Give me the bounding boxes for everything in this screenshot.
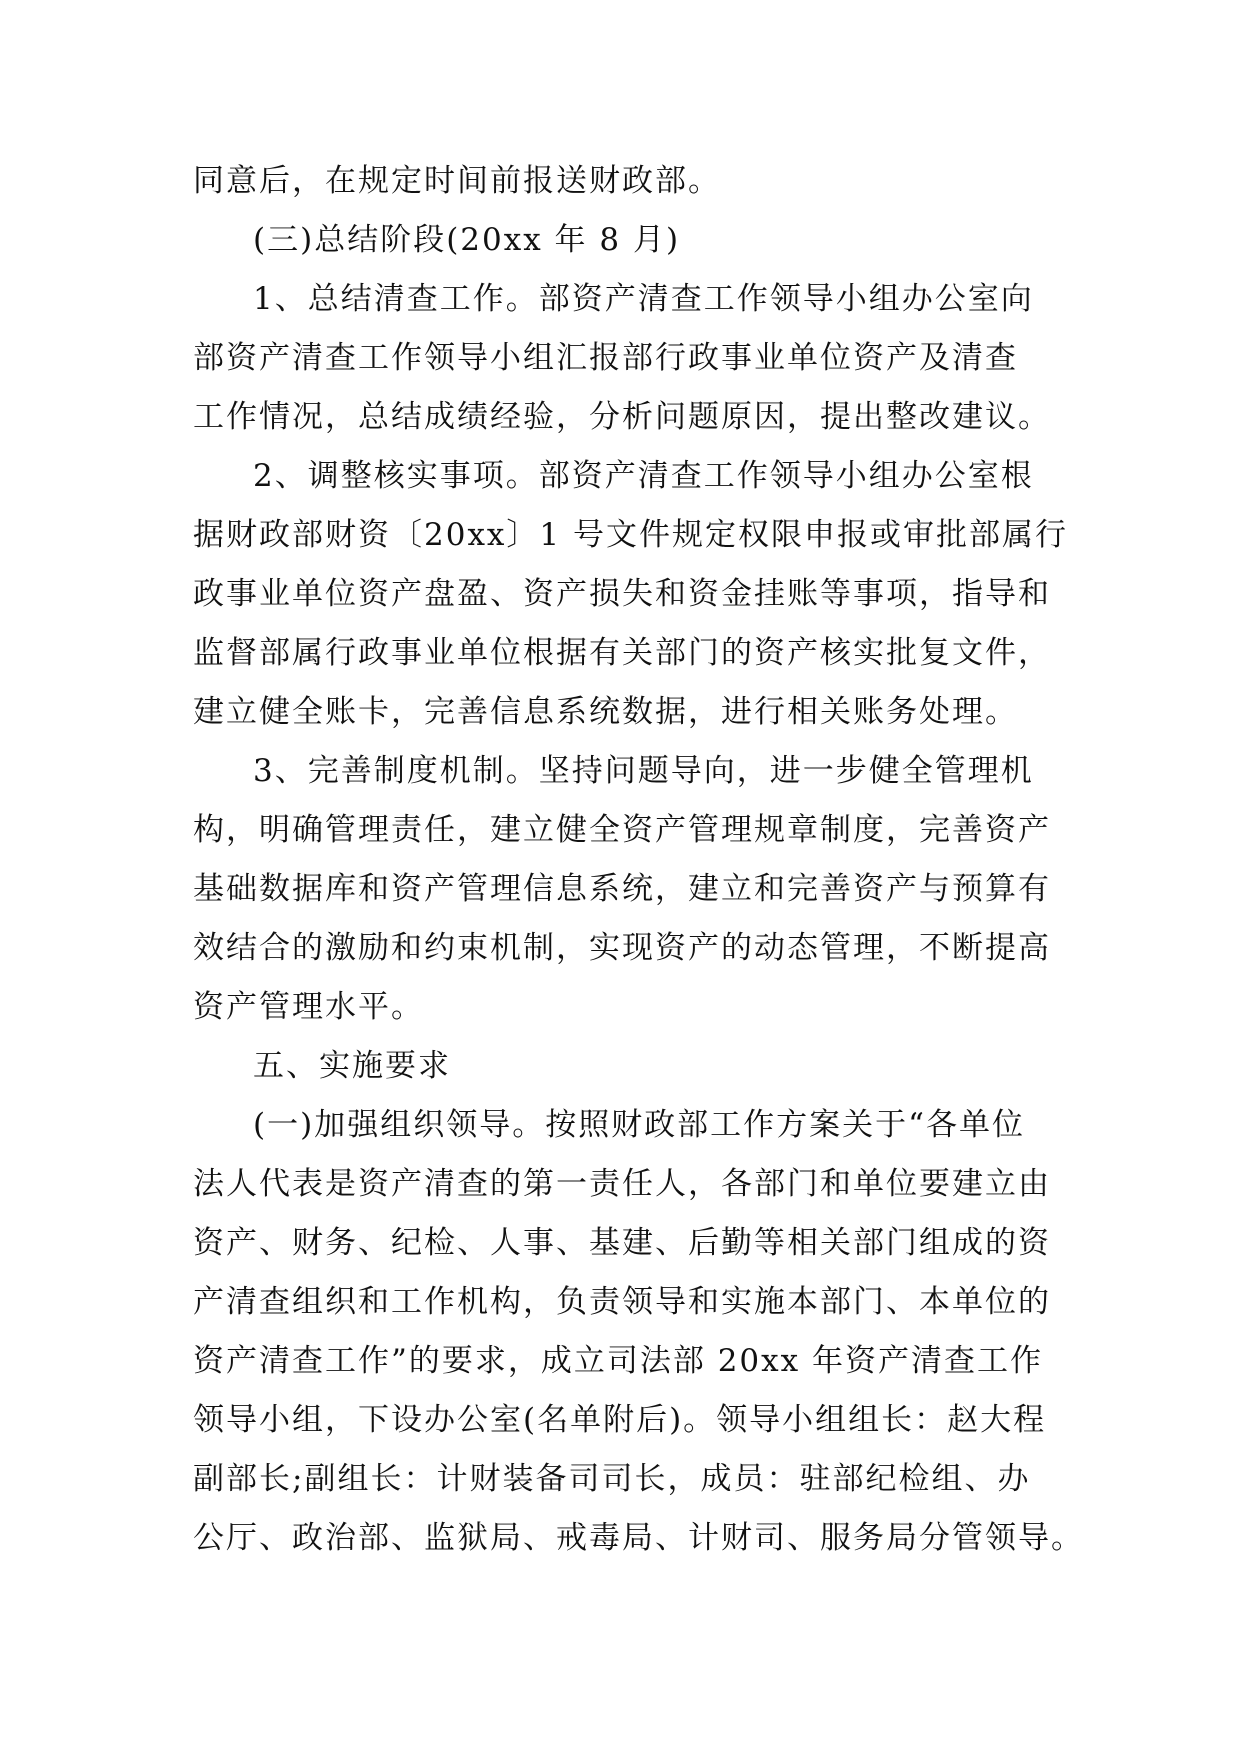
text-line bbox=[193, 506, 1068, 565]
text-line bbox=[193, 1096, 1053, 1155]
text-line bbox=[193, 447, 1053, 506]
text-line bbox=[193, 388, 1053, 447]
text-line bbox=[193, 270, 1053, 329]
line-text: 资产清查工作”的要求，成立司法部 20xx 年资产清查工作 bbox=[193, 1343, 1043, 1379]
line-text: 领导小组，下设办公室(名单附后)。领导小组组长：赵大程 bbox=[193, 1402, 1047, 1438]
text-line bbox=[193, 152, 1053, 211]
text-line bbox=[193, 1273, 1053, 1332]
line-text: 副部长;副组长：计财装备司司长，成员：驻部纪检组、办 bbox=[193, 1461, 1031, 1497]
line-text: 部资产清查工作领导小组汇报部行政事业单位资产及清查 bbox=[193, 340, 1018, 376]
line-text: 政事业单位资产盘盈、资产损失和资金挂账等事项，指导和 bbox=[193, 576, 1051, 612]
section-heading bbox=[193, 211, 1053, 270]
line-text: 建立健全账卡，完善信息系统数据，进行相关账务处理。 bbox=[193, 694, 1018, 730]
line-text: 资产、财务、纪检、人事、基建、后勤等相关部门组成的资 bbox=[193, 1225, 1051, 1261]
text-line bbox=[193, 1155, 1053, 1214]
text-line bbox=[193, 801, 1053, 860]
text-line bbox=[193, 683, 1053, 742]
text-line bbox=[193, 1332, 1053, 1391]
document-body bbox=[193, 152, 1084, 1568]
line-text: 构，明确管理责任，建立健全资产管理规章制度，完善资产 bbox=[193, 812, 1051, 848]
line-text: 基础数据库和资产管理信息系统，建立和完善资产与预算有 bbox=[193, 871, 1051, 907]
section-heading bbox=[193, 1037, 1053, 1096]
line-text: 据财政部财资〔20xx〕1 号文件规定权限申报或审批部属行 bbox=[193, 517, 1068, 553]
text-line bbox=[193, 978, 1053, 1037]
line-text: 公厅、政治部、监狱局、戒毒局、计财司、服务局分管领导。 bbox=[193, 1520, 1084, 1556]
text-line bbox=[193, 565, 1053, 624]
line-text: 资产管理水平。 bbox=[193, 989, 424, 1025]
text-line bbox=[193, 860, 1053, 919]
text-line bbox=[193, 919, 1053, 978]
line-text: 3、完善制度机制。坚持问题导向，进一步健全管理机 bbox=[253, 753, 1034, 789]
text-line bbox=[193, 329, 1053, 388]
line-text: 2、调整核实事项。部资产清查工作领导小组办公室根 bbox=[253, 458, 1034, 494]
text-line bbox=[193, 1509, 1084, 1568]
text-line bbox=[193, 1214, 1053, 1273]
line-text: 1、总结清查工作。部资产清查工作领导小组办公室向 bbox=[253, 281, 1034, 317]
line-text: 同意后，在规定时间前报送财政部。 bbox=[193, 163, 721, 199]
text-line bbox=[193, 624, 1053, 683]
line-text: 监督部属行政事业单位根据有关部门的资产核实批复文件， bbox=[193, 635, 1051, 671]
line-text: 效结合的激励和约束机制，实现资产的动态管理，不断提高 bbox=[193, 930, 1051, 966]
line-text: 法人代表是资产清查的第一责任人，各部门和单位要建立由 bbox=[193, 1166, 1051, 1202]
text-line bbox=[193, 1391, 1053, 1450]
line-text: 产清查组织和工作机构，负责领导和实施本部门、本单位的 bbox=[193, 1284, 1051, 1320]
text-line bbox=[193, 1450, 1053, 1509]
line-text: (一)加强组织领导。按照财政部工作方案关于“各单位 bbox=[253, 1107, 1026, 1143]
text-line bbox=[193, 742, 1053, 801]
line-text: (三)总结阶段(20xx 年 8 月) bbox=[253, 222, 681, 258]
line-text: 五、实施要求 bbox=[253, 1048, 451, 1084]
line-text: 工作情况，总结成绩经验，分析问题原因，提出整改建议。 bbox=[193, 399, 1051, 435]
